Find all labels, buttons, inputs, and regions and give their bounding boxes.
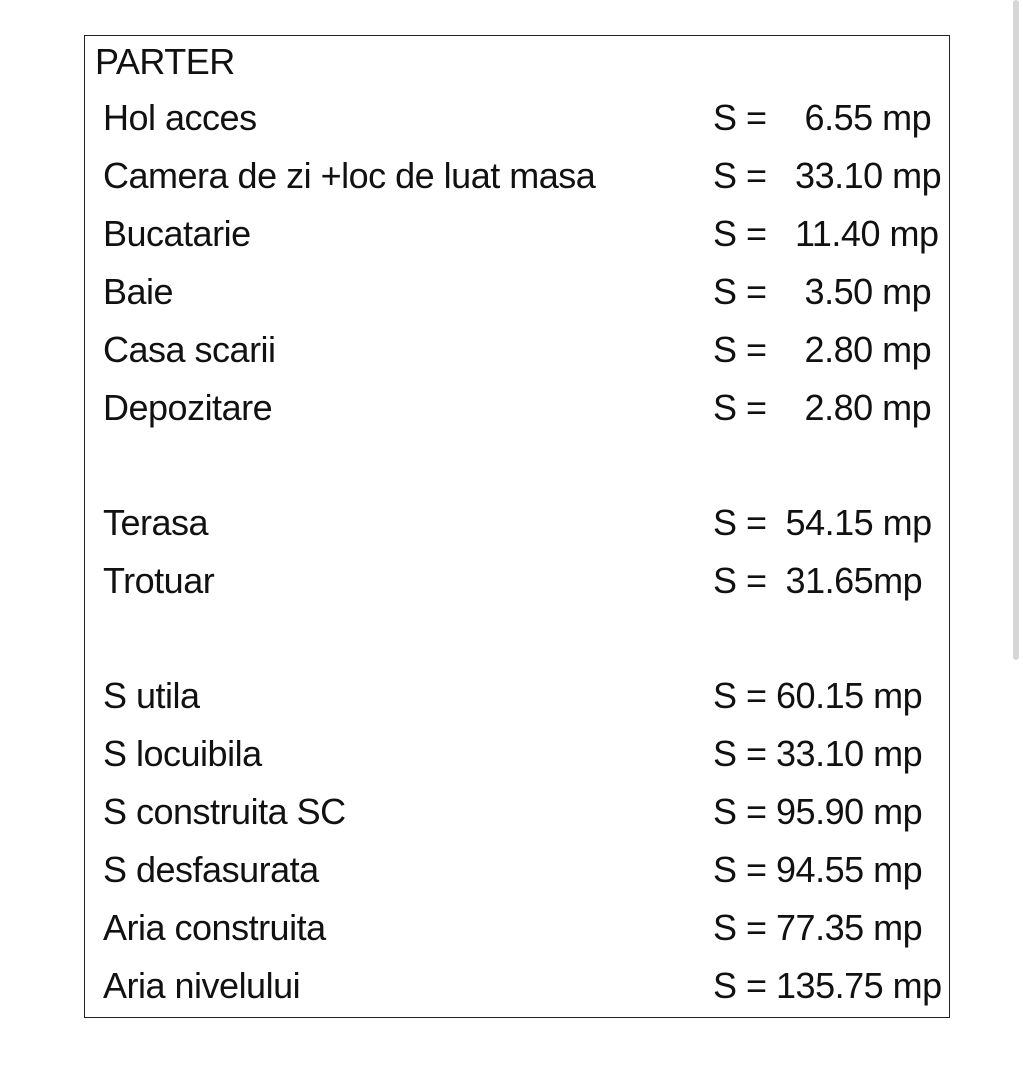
- summary-label: Aria construita: [103, 907, 326, 948]
- room-label: Casa scarii: [103, 329, 276, 370]
- area-value: S = 2.80 mp: [713, 329, 932, 370]
- area-value: S = 54.15 mp: [713, 502, 932, 543]
- summary-value: S = 33.10 mp: [713, 733, 923, 774]
- room-label: Trotuar: [103, 560, 215, 601]
- room-label: Depozitare: [103, 387, 273, 428]
- summary-label: Aria nivelului: [103, 965, 301, 1006]
- summary-value: S = 135.75 mp: [713, 965, 942, 1006]
- room-label: Bucatarie: [103, 213, 251, 254]
- scrollbar[interactable]: [1013, 0, 1019, 660]
- summary-label: S locuibila: [103, 733, 262, 774]
- table-row: [85, 961, 949, 1011]
- table-row: [85, 209, 949, 259]
- room-label: Baie: [103, 271, 174, 312]
- table-row: [85, 903, 949, 953]
- table-row: [85, 93, 949, 143]
- summary-label: S construita SC: [103, 791, 346, 832]
- area-value: S = 6.55 mp: [713, 97, 932, 138]
- table-row: [85, 729, 949, 779]
- area-value: S = 3.50 mp: [713, 271, 932, 312]
- table-row: [85, 325, 949, 375]
- area-value: S = 11.40 mp: [713, 213, 939, 254]
- summary-value: S = 95.90 mp: [713, 791, 923, 832]
- table-row: [85, 151, 949, 201]
- table-row: [85, 845, 949, 895]
- table-row: [85, 556, 949, 606]
- table-row: [85, 267, 949, 317]
- section-title: PARTER: [95, 41, 235, 82]
- area-table: [84, 35, 950, 1018]
- summary-value: S = 60.15 mp: [713, 675, 923, 716]
- summary-label: S utila: [103, 675, 200, 716]
- table-row: [85, 498, 949, 548]
- summary-value: S = 94.55 mp: [713, 849, 923, 890]
- area-value: S = 31.65mp: [713, 560, 923, 601]
- summary-label: S desfasurata: [103, 849, 319, 890]
- room-label: Terasa: [103, 502, 209, 543]
- table-row: [85, 383, 949, 433]
- table-row: [85, 671, 949, 721]
- room-label: Camera de zi +loc de luat masa: [103, 155, 596, 196]
- area-value: S = 2.80 mp: [713, 387, 932, 428]
- table-row: [85, 787, 949, 837]
- room-label: Hol acces: [103, 97, 257, 138]
- area-value: S = 33.10 mp: [713, 155, 942, 196]
- summary-value: S = 77.35 mp: [713, 907, 923, 948]
